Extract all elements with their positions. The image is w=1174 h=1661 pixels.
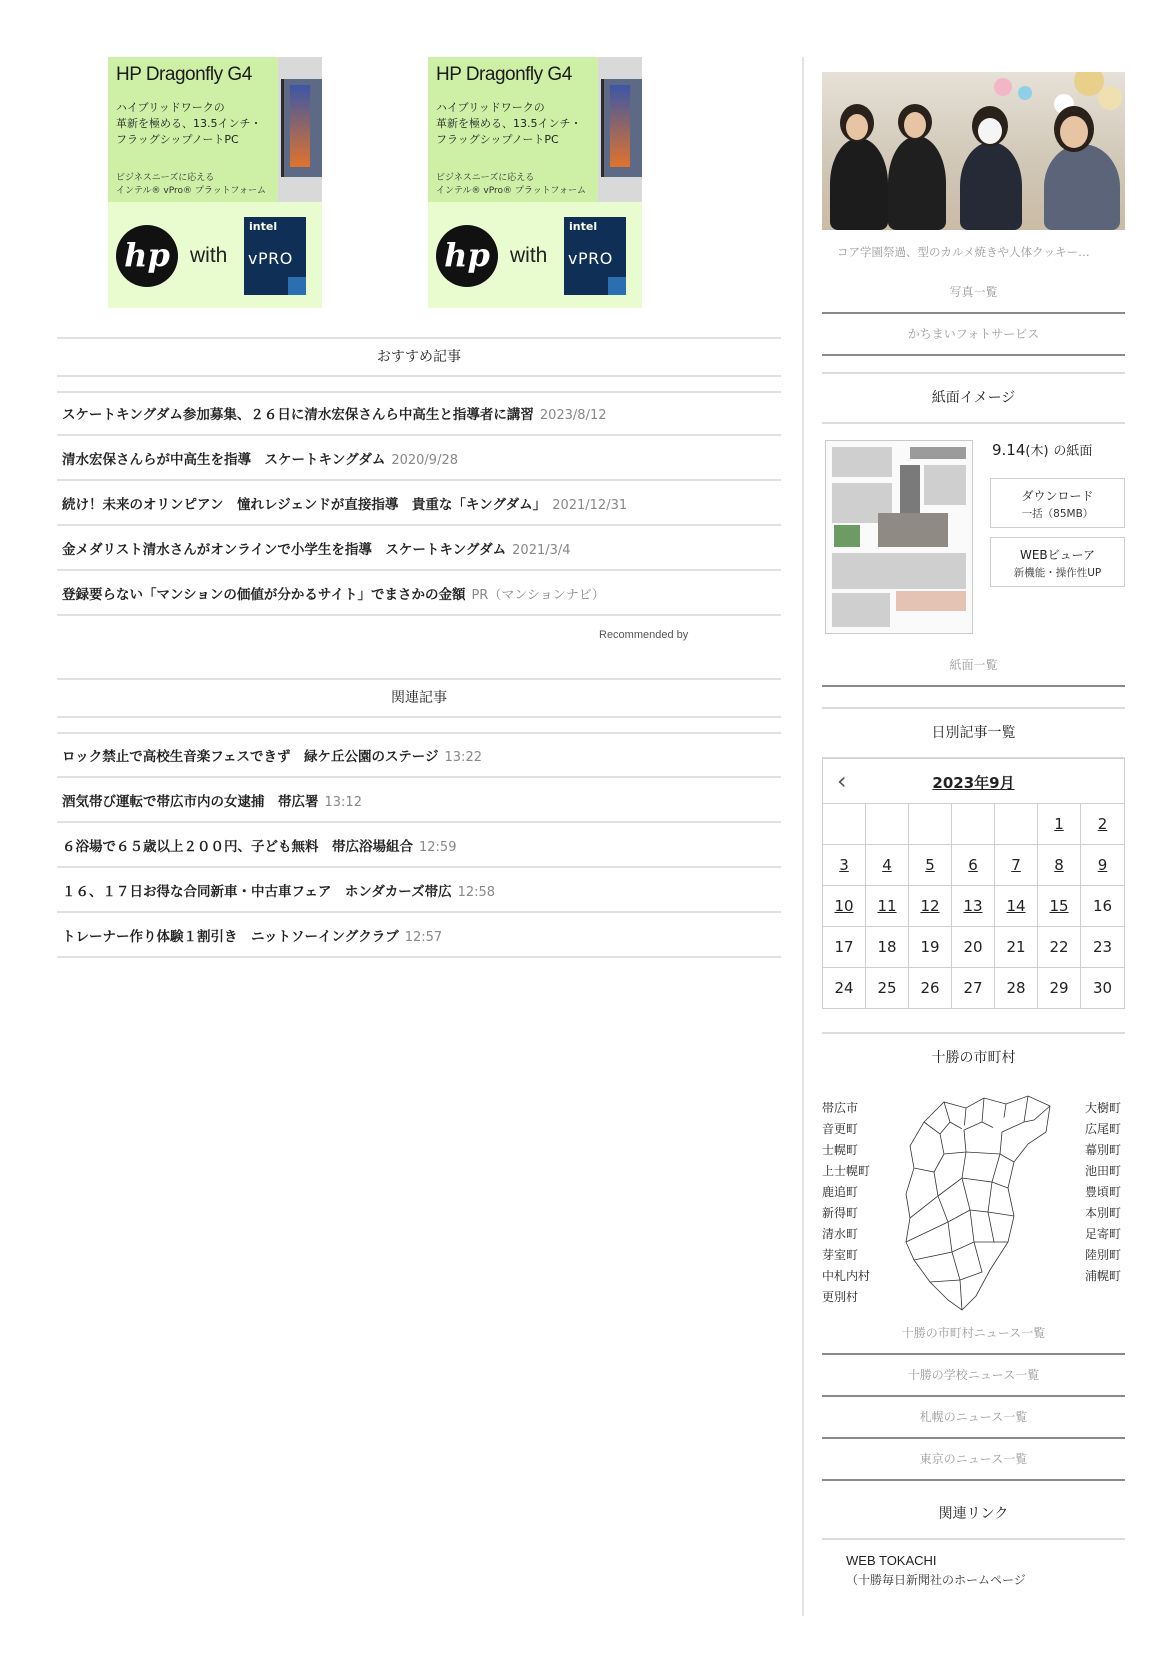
recommended-item[interactable] <box>57 436 781 481</box>
municipality-link[interactable]: 新得町 <box>822 1206 859 1220</box>
ad-banner-2[interactable] <box>428 57 642 308</box>
recommended-item-title[interactable]: 清水宏保さんらが中高生を指導 スケートキングダム <box>62 452 386 468</box>
calendar-day-link[interactable]: 6 <box>952 845 995 886</box>
tokyo-news-link[interactable]: 東京のニュース一覧 <box>822 1439 1125 1481</box>
paper-headline <box>900 465 920 513</box>
calendar-day: 28 <box>995 968 1038 1008</box>
vpro-stripe-icon <box>608 277 626 295</box>
calendar-day-link[interactable]: 4 <box>866 845 909 886</box>
web-viewer-label: WEBビューア <box>1019 548 1096 562</box>
recommended-item-title[interactable]: スケートキングダム参加募集、２６日に清水宏保さんら中高生と指導者に講習 <box>62 407 534 423</box>
calendar-day: 23 <box>1081 927 1124 968</box>
vpro-stripe-icon <box>288 277 306 295</box>
ad-note: ビジネスニーズに応える インテル® vPro® プラットフォーム <box>436 173 586 196</box>
municipality-link[interactable]: 大樹町 <box>1085 1101 1122 1115</box>
paper-list-link[interactable]: 紙面一覧 <box>822 645 1125 687</box>
recommended-item-title[interactable]: 登録要らない「マンションの価値が分かるサイト」でまさかの金額 <box>62 587 466 603</box>
municipality-link[interactable]: 中札内村 <box>822 1269 871 1283</box>
laptop-image <box>601 79 642 177</box>
balloon-shape <box>1098 86 1122 110</box>
photo-list-link[interactable]: 写真一覧 <box>822 272 1125 314</box>
municipality-news-link[interactable]: 十勝の市町村ニュース一覧 <box>822 1313 1125 1355</box>
calendar-day: 21 <box>995 927 1038 968</box>
column-divider <box>802 57 804 1616</box>
related-section-title: 関連記事 <box>57 678 781 718</box>
recommended-item-date: 2021/3/4 <box>512 543 571 558</box>
municipality-link[interactable]: 士幌町 <box>822 1143 859 1157</box>
calendar-day-link[interactable]: 7 <box>995 845 1038 886</box>
calendar-day-link[interactable]: 2 <box>1081 804 1124 845</box>
paper-ad-block <box>896 591 966 611</box>
paper-date-value: 9.14 <box>992 441 1026 459</box>
ad-subtitle: ハイブリッドワークの 革新を極める、13.5インチ・ フラッグシップノートPC <box>436 101 582 146</box>
paper-text-block <box>832 593 890 627</box>
download-button[interactable] <box>990 478 1125 528</box>
calendar-day: 17 <box>823 927 866 968</box>
calendar-day: 29 <box>1038 968 1081 1008</box>
municipality-link[interactable]: 陸別町 <box>1085 1248 1122 1262</box>
municipality-link[interactable]: 幕別町 <box>1085 1143 1122 1157</box>
paper-text-block <box>832 553 966 589</box>
ad-note: ビジネスニーズに応える インテル® vPro® プラットフォーム <box>116 173 266 196</box>
recommended-item-pr[interactable] <box>57 571 781 616</box>
hp-logo-icon: hp <box>436 225 498 287</box>
calendar-day-link[interactable]: 9 <box>1081 845 1124 886</box>
calendar-header <box>823 759 1124 804</box>
sapporo-news-link[interactable]: 札幌のニュース一覧 <box>822 1397 1125 1439</box>
calendar-day: 19 <box>909 927 952 968</box>
balloon-shape <box>994 78 1012 96</box>
related-item-time: 13:12 <box>324 795 362 810</box>
calendar-day-link[interactable]: 5 <box>909 845 952 886</box>
paper-thumbnail[interactable] <box>825 440 973 634</box>
calendar-day-link[interactable]: 15 <box>1038 886 1081 927</box>
calendar-day-empty <box>866 804 909 845</box>
calendar-day: 24 <box>823 968 866 1008</box>
calendar-day-empty <box>952 804 995 845</box>
vpro-label: vPRO <box>568 249 613 268</box>
municipality-link[interactable]: 清水町 <box>822 1227 859 1241</box>
paper-photo <box>878 513 948 547</box>
calendar-day: 27 <box>952 968 995 1008</box>
person-face <box>1060 116 1088 148</box>
ad-banner-1[interactable] <box>108 57 322 308</box>
calendar-month[interactable]: 2023年9月 <box>932 774 1015 792</box>
related-item-title[interactable]: １６、１７日お得な合同新車・中古車フェア ホンダカーズ帯広 <box>62 884 452 900</box>
intel-vpro-badge <box>244 217 306 295</box>
calendar-day-link[interactable]: 11 <box>866 886 909 927</box>
municipalities-section-title: 十勝の市町村 <box>822 1032 1125 1082</box>
recommended-item[interactable] <box>57 481 781 526</box>
calendar-day: 26 <box>909 968 952 1008</box>
web-tokachi-desc: （十勝毎日新聞社のホームページ <box>846 1573 1026 1587</box>
municipality-link[interactable]: 帯広市 <box>822 1101 859 1115</box>
recommended-item-title[interactable]: 続け！未来のオリンピアン 憧れレジェンドが直接指導 貴重な「キングダム」 <box>62 497 547 513</box>
person-figure <box>1044 144 1120 230</box>
ad-with-text: with <box>190 244 228 267</box>
photo-caption[interactable]: コア学園祭過、型のカルメ焼きや人体クッキー… <box>837 245 1090 259</box>
calendar-day: 16 <box>1081 886 1124 927</box>
municipality-link[interactable]: 更別村 <box>822 1290 859 1304</box>
tokachi-map-icon[interactable] <box>904 1092 1054 1314</box>
calendar-day-link[interactable]: 14 <box>995 886 1038 927</box>
recommended-item-date: 2023/8/12 <box>539 408 607 423</box>
person-figure <box>960 142 1022 230</box>
municipality-link[interactable]: 鹿追町 <box>822 1185 859 1199</box>
download-label: ダウンロード <box>1021 489 1094 503</box>
related-item[interactable] <box>57 913 781 958</box>
person-figure <box>830 138 888 230</box>
municipality-link[interactable]: 芽室町 <box>822 1248 859 1262</box>
paper-text-block <box>832 447 892 477</box>
person-figure <box>888 136 946 230</box>
municipality-link[interactable]: 足寄町 <box>1085 1227 1122 1241</box>
related-item-time: 12:57 <box>404 930 443 945</box>
municipality-list-right <box>1085 1098 1121 1287</box>
paper-date <box>992 440 1092 459</box>
ad-title: HP Dragonfly G4 <box>436 64 572 85</box>
related-item-time: 12:58 <box>457 885 496 900</box>
related-item-time: 13:22 <box>444 750 482 765</box>
web-viewer-sub: 新機能・操作性UP <box>1013 567 1102 579</box>
ad-subtitle: ハイブリッドワークの 革新を極める、13.5インチ・ フラッグシップノートPC <box>116 101 262 146</box>
related-item-title[interactable]: 酒気帯び運転で帯広市内の女逮捕 帯広署 <box>62 794 319 810</box>
web-tokachi-link[interactable]: WEB TOKACHI <box>846 1553 937 1568</box>
article-calendar <box>822 758 1125 1009</box>
laptop-image <box>281 79 322 177</box>
calendar-day: 18 <box>866 927 909 968</box>
related-item-title[interactable]: ロック禁止で高校生音楽フェスできず 緑ケ丘公園のステージ <box>62 749 439 765</box>
municipality-link[interactable]: 池田町 <box>1085 1164 1122 1178</box>
municipality-link[interactable]: 上士幌町 <box>822 1164 871 1178</box>
calendar-day: 22 <box>1038 927 1081 968</box>
calendar-day-empty <box>823 804 866 845</box>
related-item[interactable] <box>57 868 781 913</box>
paper-section-title: 紙面イメージ <box>822 372 1125 424</box>
related-item-time: 12:59 <box>419 840 457 855</box>
calendar-grid <box>823 804 1124 1008</box>
hp-logo-icon: hp <box>116 225 178 287</box>
paper-masthead <box>910 447 966 459</box>
photo-service-link[interactable]: かちまいフォトサービス <box>822 314 1125 356</box>
municipality-link[interactable]: 広尾町 <box>1085 1122 1122 1136</box>
intel-logo: intel <box>249 220 278 233</box>
municipality-link[interactable]: 豊頃町 <box>1085 1185 1122 1199</box>
related-item[interactable] <box>57 823 781 868</box>
featured-photo[interactable] <box>822 72 1125 230</box>
related-item[interactable] <box>57 778 781 823</box>
calendar-day-link[interactable]: 3 <box>823 845 866 886</box>
person-face <box>904 112 926 138</box>
person-face <box>846 114 868 140</box>
calendar-day-link[interactable]: 8 <box>1038 845 1081 886</box>
related-links-title: 関連リンク <box>822 1490 1125 1540</box>
calendar-day-link[interactable]: 1 <box>1038 804 1081 845</box>
municipality-list-left <box>822 1098 870 1308</box>
person-mask <box>978 118 1002 144</box>
ad-with-text: with <box>510 244 548 267</box>
intel-logo: intel <box>569 220 598 233</box>
municipality-link[interactable]: 音更町 <box>822 1122 859 1136</box>
related-item[interactable] <box>57 733 781 778</box>
recommended-item[interactable] <box>57 391 781 436</box>
recommended-item-date: 2020/9/28 <box>391 453 458 468</box>
paper-weekday: (木) <box>1025 444 1049 459</box>
recommended-section-title: おすすめ記事 <box>57 337 781 377</box>
calendar-day-empty <box>909 804 952 845</box>
calendar-day-empty <box>995 804 1038 845</box>
intel-vpro-badge <box>564 217 626 295</box>
calendar-day: 30 <box>1092 979 1113 997</box>
recommended-item-sponsor: PR（マンションナビ） <box>471 588 605 603</box>
calendar-day-link[interactable]: 10 <box>823 886 866 927</box>
school-news-link[interactable]: 十勝の学校ニュース一覧 <box>822 1355 1125 1397</box>
recommended-item[interactable] <box>57 526 781 571</box>
paper-photo <box>834 525 860 547</box>
related-item-title[interactable]: トレーナー作り体験１割引き ニットソーイングクラブ <box>62 929 399 945</box>
paper-text-block <box>924 465 966 505</box>
calendar-day: 20 <box>952 927 995 968</box>
calendar-section-title: 日別記事一覧 <box>822 707 1125 759</box>
municipality-link[interactable]: 浦幌町 <box>1085 1269 1122 1283</box>
recommended-credit[interactable]: Recommended by <box>599 629 689 641</box>
balloon-shape <box>1018 86 1032 100</box>
vpro-label: vPRO <box>248 249 293 268</box>
calendar-day-link[interactable]: 13 <box>952 886 995 927</box>
recommended-item-title[interactable]: 金メダリスト清水さんがオンラインで小学生を指導 スケートキングダム <box>62 542 507 558</box>
paper-date-suffix: の紙面 <box>1053 444 1093 459</box>
calendar-day-link[interactable]: 12 <box>909 886 952 927</box>
chevron-left-icon[interactable]: ‹ <box>837 767 847 795</box>
download-size: 一括（85MB） <box>1021 508 1094 520</box>
ad-title: HP Dragonfly G4 <box>116 64 252 85</box>
recommended-item-date: 2021/12/31 <box>552 498 628 513</box>
related-item-title[interactable]: ６浴場で６５歳以上２００円、子ども無料 帯広浴場組合 <box>62 839 413 855</box>
calendar-day: 25 <box>866 968 909 1008</box>
web-viewer-button[interactable] <box>990 537 1125 587</box>
municipality-link[interactable]: 本別町 <box>1085 1206 1122 1220</box>
